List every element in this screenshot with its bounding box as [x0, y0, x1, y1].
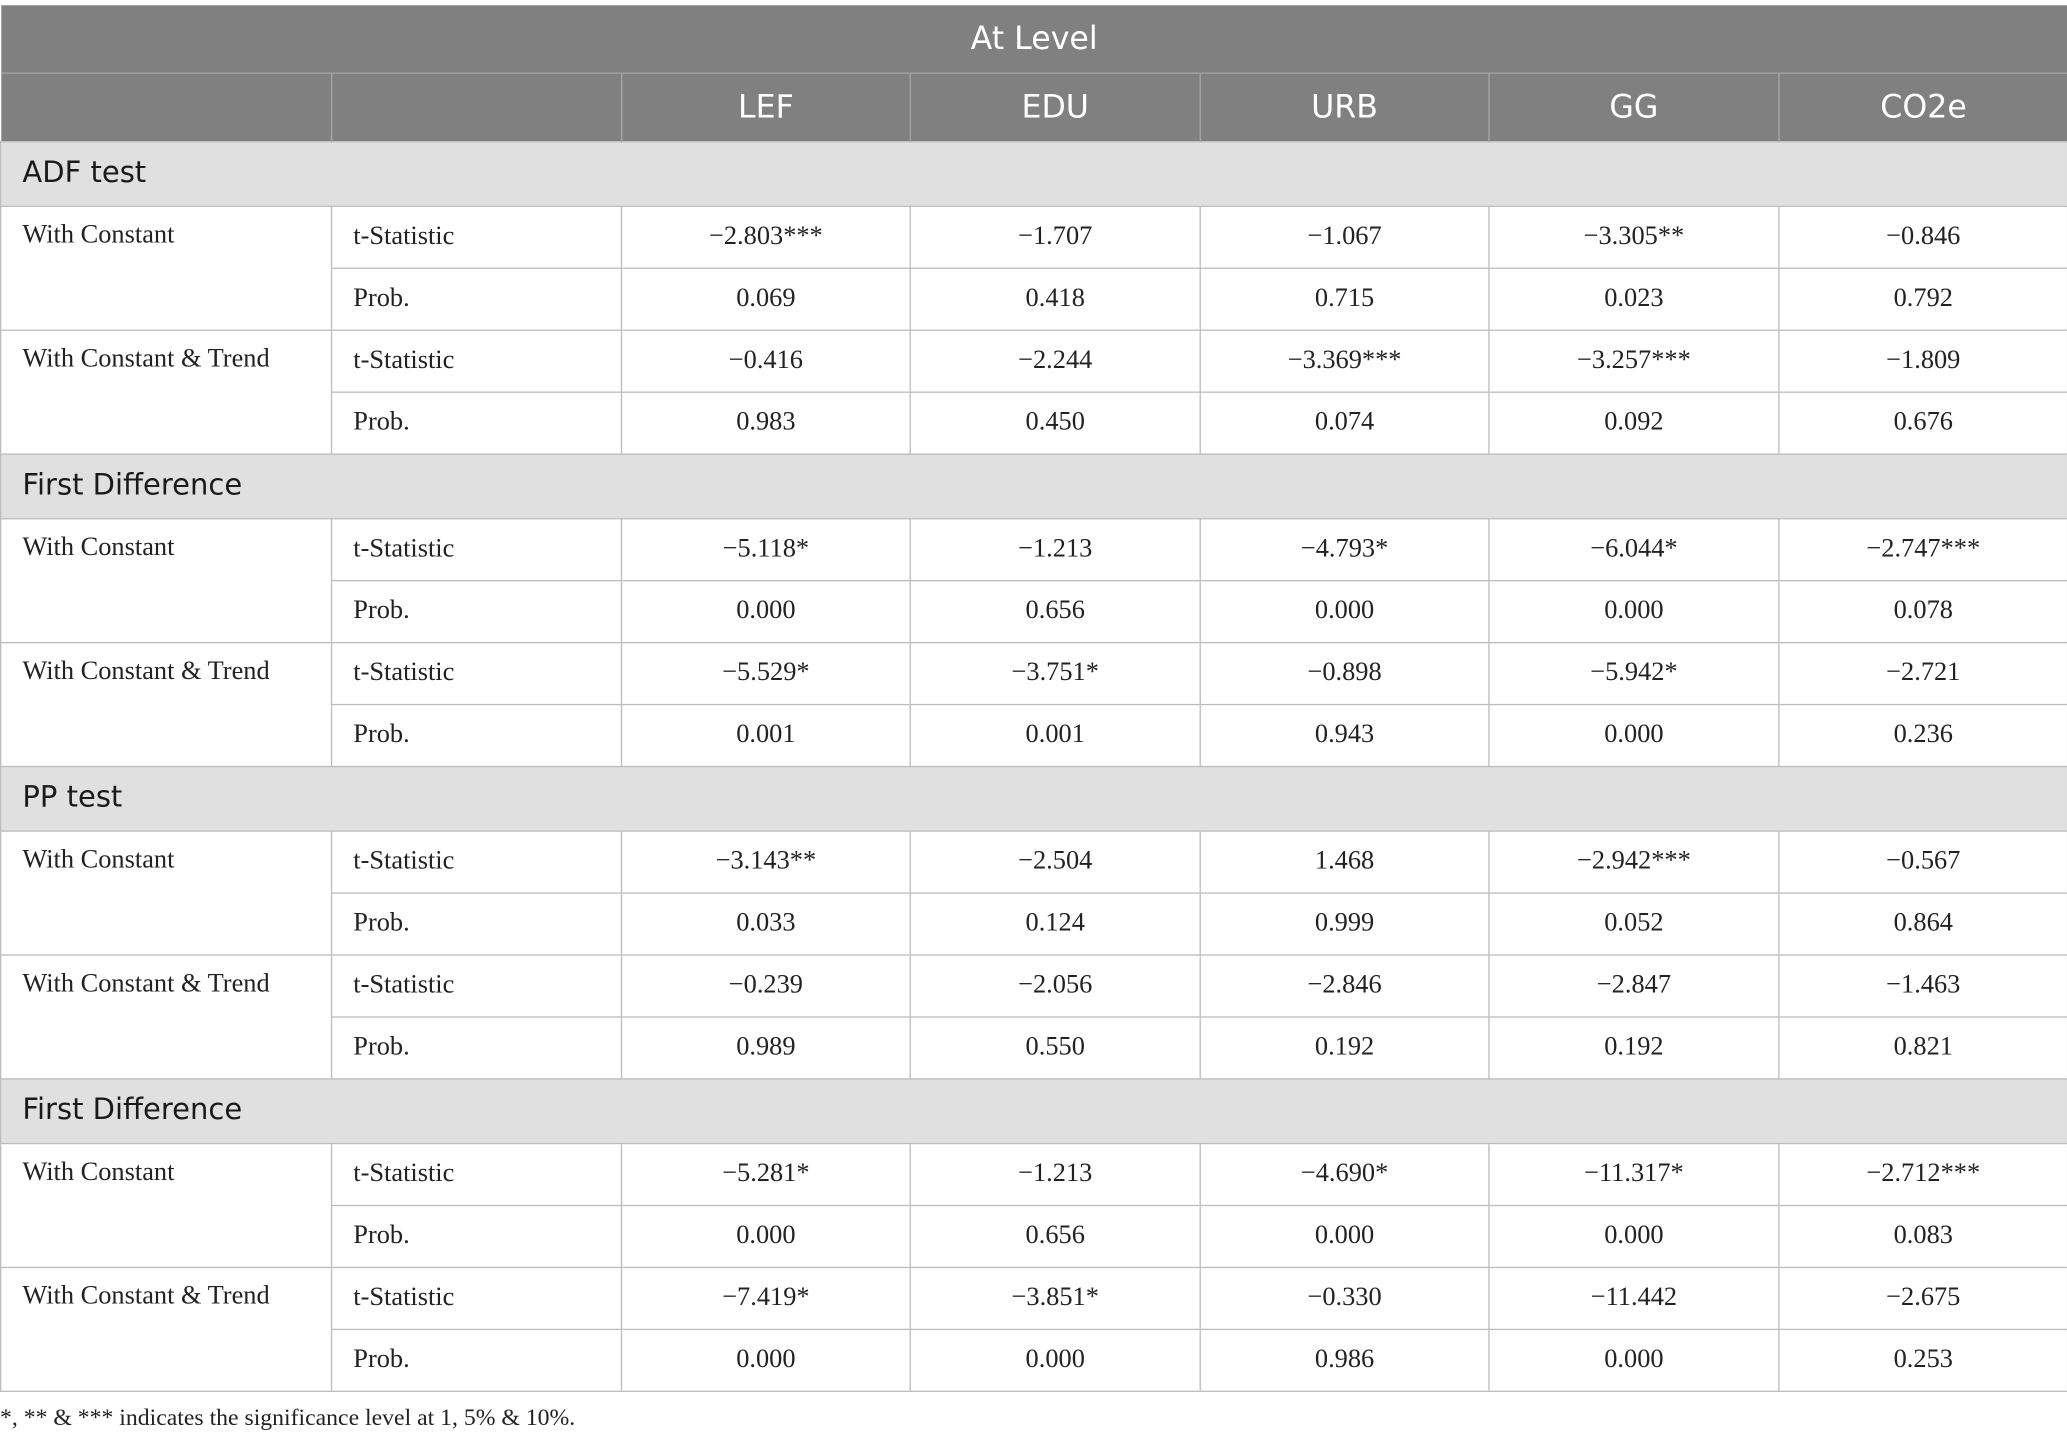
- value-cell: −2.847: [1489, 954, 1779, 1016]
- value-cell: −0.846: [1779, 206, 2067, 268]
- value-cell: 0.000: [1489, 1329, 1779, 1391]
- value-cell: −0.330: [1200, 1267, 1489, 1329]
- value-cell: 0.676: [1779, 392, 2067, 454]
- value-cell: −1.067: [1200, 206, 1489, 268]
- value-cell: −6.044*: [1489, 518, 1779, 580]
- test-specification: With Constant: [1, 830, 332, 954]
- statistic-label: t-Statistic: [332, 1143, 622, 1205]
- value-cell: −2.056: [910, 954, 1200, 1016]
- statistic-label: Prob.: [332, 704, 622, 766]
- value-cell: −3.851*: [910, 1267, 1200, 1329]
- value-cell: 0.023: [1489, 268, 1779, 330]
- value-cell: 0.656: [910, 1205, 1200, 1267]
- statistic-label: t-Statistic: [332, 1267, 622, 1329]
- section-header-row: [1, 453, 2067, 518]
- value-cell: −1.213: [910, 1143, 1200, 1205]
- value-cell: 0.983: [622, 392, 911, 454]
- value-cell: 0.000: [622, 1329, 911, 1391]
- test-specification: With Constant: [1, 206, 332, 330]
- statistic-label: Prob.: [332, 392, 622, 454]
- test-specification: With Constant & Trend: [1, 954, 332, 1078]
- value-cell: 0.000: [1200, 580, 1489, 642]
- value-cell: −2.244: [910, 330, 1200, 392]
- value-cell: 0.000: [1489, 1205, 1779, 1267]
- value-cell: −2.504: [910, 830, 1200, 892]
- column-header: URB: [1200, 73, 1489, 142]
- footnote: *, ** & *** indicates the significance level at 1, 5% & 10%.: [0, 1403, 576, 1431]
- value-cell: 0.550: [910, 1016, 1200, 1078]
- section-title: PP test: [1, 766, 2067, 831]
- value-cell: 0.192: [1489, 1016, 1779, 1078]
- statistic-label: t-Statistic: [332, 330, 622, 392]
- value-cell: 0.821: [1779, 1016, 2067, 1078]
- column-header: [1, 73, 332, 142]
- value-cell: 0.001: [910, 704, 1200, 766]
- value-cell: −1.707: [910, 206, 1200, 268]
- statistic-label: t-Statistic: [332, 830, 622, 892]
- unit-root-test-table: [0, 5, 2067, 1391]
- value-cell: −2.712***: [1779, 1143, 2067, 1205]
- value-cell: 0.092: [1489, 392, 1779, 454]
- value-cell: −4.793*: [1200, 518, 1489, 580]
- value-cell: 0.124: [910, 892, 1200, 954]
- column-header-row: [1, 73, 2067, 142]
- table-row: [1, 1267, 2067, 1329]
- value-cell: −5.529*: [622, 642, 911, 704]
- value-cell: 0.864: [1779, 892, 2067, 954]
- section-title: First Difference: [1, 453, 2067, 518]
- value-cell: 0.989: [622, 1016, 911, 1078]
- statistic-label: t-Statistic: [332, 518, 622, 580]
- value-cell: −5.942*: [1489, 642, 1779, 704]
- column-header: LEF: [622, 73, 911, 142]
- value-cell: −3.143**: [622, 830, 911, 892]
- value-cell: −11.317*: [1489, 1143, 1779, 1205]
- table-row: [1, 830, 2067, 892]
- value-cell: −3.305**: [1489, 206, 1779, 268]
- section-header-row: [1, 1078, 2067, 1143]
- table-row: [1, 330, 2067, 392]
- test-specification: With Constant & Trend: [1, 330, 332, 454]
- test-specification: With Constant & Trend: [1, 642, 332, 766]
- value-cell: 0.450: [910, 392, 1200, 454]
- test-specification: With Constant & Trend: [1, 1267, 332, 1391]
- statistic-label: Prob.: [332, 580, 622, 642]
- column-header: EDU: [910, 73, 1200, 142]
- value-cell: 0.192: [1200, 1016, 1489, 1078]
- statistic-label: Prob.: [332, 1016, 622, 1078]
- value-cell: 0.986: [1200, 1329, 1489, 1391]
- value-cell: −2.803***: [622, 206, 911, 268]
- value-cell: 1.468: [1200, 830, 1489, 892]
- table-title-row: [1, 5, 2067, 72]
- section-title: First Difference: [1, 1078, 2067, 1143]
- value-cell: −7.419*: [622, 1267, 911, 1329]
- table-body: [1, 141, 2067, 1391]
- value-cell: 0.000: [1200, 1205, 1489, 1267]
- value-cell: 0.078: [1779, 580, 2067, 642]
- value-cell: 0.033: [622, 892, 911, 954]
- statistic-label: Prob.: [332, 1205, 622, 1267]
- column-header: CO2e: [1779, 73, 2067, 142]
- value-cell: −2.846: [1200, 954, 1489, 1016]
- value-cell: 0.000: [910, 1329, 1200, 1391]
- value-cell: 0.000: [622, 1205, 911, 1267]
- table-row: [1, 642, 2067, 704]
- value-cell: −3.257***: [1489, 330, 1779, 392]
- value-cell: 0.792: [1779, 268, 2067, 330]
- value-cell: 0.052: [1489, 892, 1779, 954]
- value-cell: −0.567: [1779, 830, 2067, 892]
- value-cell: 0.074: [1200, 392, 1489, 454]
- table-row: [1, 954, 2067, 1016]
- value-cell: 0.000: [1489, 704, 1779, 766]
- value-cell: −2.942***: [1489, 830, 1779, 892]
- value-cell: 0.000: [622, 580, 911, 642]
- column-header: [332, 73, 622, 142]
- value-cell: −11.442: [1489, 1267, 1779, 1329]
- value-cell: −2.675: [1779, 1267, 2067, 1329]
- value-cell: 0.943: [1200, 704, 1489, 766]
- statistic-label: t-Statistic: [332, 206, 622, 268]
- value-cell: 0.001: [622, 704, 911, 766]
- test-specification: With Constant: [1, 518, 332, 642]
- value-cell: −0.239: [622, 954, 911, 1016]
- section-header-row: [1, 141, 2067, 206]
- value-cell: 0.715: [1200, 268, 1489, 330]
- value-cell: 0.083: [1779, 1205, 2067, 1267]
- statistic-label: Prob.: [332, 1329, 622, 1391]
- statistic-label: t-Statistic: [332, 954, 622, 1016]
- value-cell: −0.416: [622, 330, 911, 392]
- value-cell: −2.721: [1779, 642, 2067, 704]
- section-title: ADF test: [1, 141, 2067, 206]
- table-title: At Level: [1, 5, 2067, 72]
- table-row: [1, 518, 2067, 580]
- value-cell: −1.809: [1779, 330, 2067, 392]
- value-cell: −0.898: [1200, 642, 1489, 704]
- value-cell: 0.999: [1200, 892, 1489, 954]
- value-cell: −5.118*: [622, 518, 911, 580]
- value-cell: 0.069: [622, 268, 911, 330]
- value-cell: 0.656: [910, 580, 1200, 642]
- value-cell: −1.463: [1779, 954, 2067, 1016]
- value-cell: −1.213: [910, 518, 1200, 580]
- value-cell: 0.000: [1489, 580, 1779, 642]
- statistic-label: Prob.: [332, 268, 622, 330]
- value-cell: −4.690*: [1200, 1143, 1489, 1205]
- section-header-row: [1, 766, 2067, 831]
- value-cell: −5.281*: [622, 1143, 911, 1205]
- column-header: GG: [1489, 73, 1779, 142]
- test-specification: With Constant: [1, 1143, 332, 1267]
- statistic-label: Prob.: [332, 892, 622, 954]
- value-cell: −3.751*: [910, 642, 1200, 704]
- value-cell: −3.369***: [1200, 330, 1489, 392]
- value-cell: 0.253: [1779, 1329, 2067, 1391]
- statistic-label: t-Statistic: [332, 642, 622, 704]
- table-row: [1, 206, 2067, 268]
- value-cell: 0.236: [1779, 704, 2067, 766]
- value-cell: −2.747***: [1779, 518, 2067, 580]
- value-cell: 0.418: [910, 268, 1200, 330]
- table-row: [1, 1143, 2067, 1205]
